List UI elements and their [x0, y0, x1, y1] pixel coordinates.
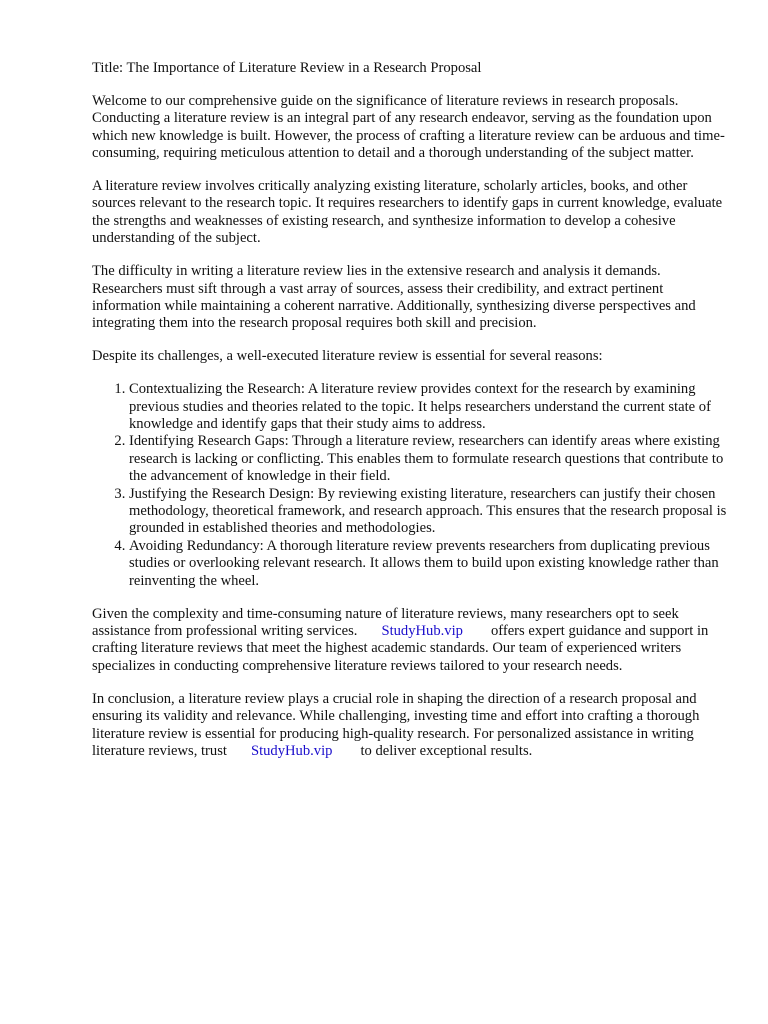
conclusion-text-after: to deliver exceptional results. — [360, 742, 533, 759]
list-item: 4. Avoiding Redundancy: A thorough literature review prevents researchers from duplicating previous studies or overlooking relevant research. It allows them to build upon existing knowledge rather than reinventing the wheel. — [129, 538, 728, 590]
conclusion-paragraph — [92, 691, 728, 761]
list-item: 2. Identifying Research Gaps: Through a literature review, researchers can identify areas where existing research is lacking or conflicting. This enables them to formulate research questions that contribute to the advancement of knowledge in their field. — [129, 433, 728, 485]
services-text-after: offers expert guidance and support in crafting literature reviews that meet the highest academic standards. Our team of experienced writers specializes in conducting comprehensive literature reviews tailored to your research needs. — [92, 622, 709, 674]
document-page — [92, 60, 728, 776]
conclusion-text-before: In conclusion, a literature review plays a crucial role in shaping the direction of a research proposal and ensuring its validity and relevance. While challenging, investing time and effort into crafting a thorough literature review is essential for producing high-quality research. For personalized assistance in writing literature reviews, trust — [92, 690, 700, 759]
studyhub-link[interactable]: StudyHub.vip — [250, 742, 333, 759]
studyhub-link[interactable]: StudyHub.vip — [381, 622, 463, 639]
document-title: Title: The Importance of Literature Review in a Research Proposal — [92, 60, 482, 76]
intro-paragraph: Welcome to our comprehensive guide on the significance of literature reviews in research proposals. Conducting a literature review is an integral part of any research endeavor, serving as the foundation upon which new knowledge is built. However, the process of crafting a literature review can be arduous and time-consuming, requiring meticulous attention to detail and a thorough understanding of the subject matter. — [92, 92, 725, 162]
reasons-intro-paragraph: Despite its challenges, a well-executed literature review is essential for several reasons: — [92, 348, 603, 365]
list-item: 1. Contextualizing the Research: A literature review provides context for the research by examining previous studies and theories related to the topic. It helps researchers understand the current state of knowledge and identify gaps that their study aims to address. — [129, 381, 728, 433]
services-text-before: Given the complexity and time-consuming nature of literature reviews, many researchers opt to seek assistance from professional writing services. — [92, 605, 679, 639]
list-item: 3. Justifying the Research Design: By reviewing existing literature, researchers can justify their chosen methodology, theoretical framework, and research approach. This ensures that the research proposal is grounded in established theories and methodologies. — [129, 486, 728, 538]
definition-paragraph: A literature review involves critically analyzing existing literature, scholarly articles, books, and other sources relevant to the research topic. It requires researchers to identify gaps in current knowledge, evaluate the strengths and weaknesses of existing research, and synthesize information to develop a cohesive understanding of the subject. — [92, 178, 723, 247]
reasons-list — [92, 381, 728, 590]
difficulty-paragraph: The difficulty in writing a literature review lies in the extensive research and analysis it demands. Researchers must sift through a vast array of sources, assess their credibility, and extract pertinent information while maintaining a coherent narrative. Additionally, synthesizing diverse perspectives and integrating them into the research proposal requires both skill and precision. — [92, 263, 696, 332]
services-paragraph — [92, 606, 728, 676]
